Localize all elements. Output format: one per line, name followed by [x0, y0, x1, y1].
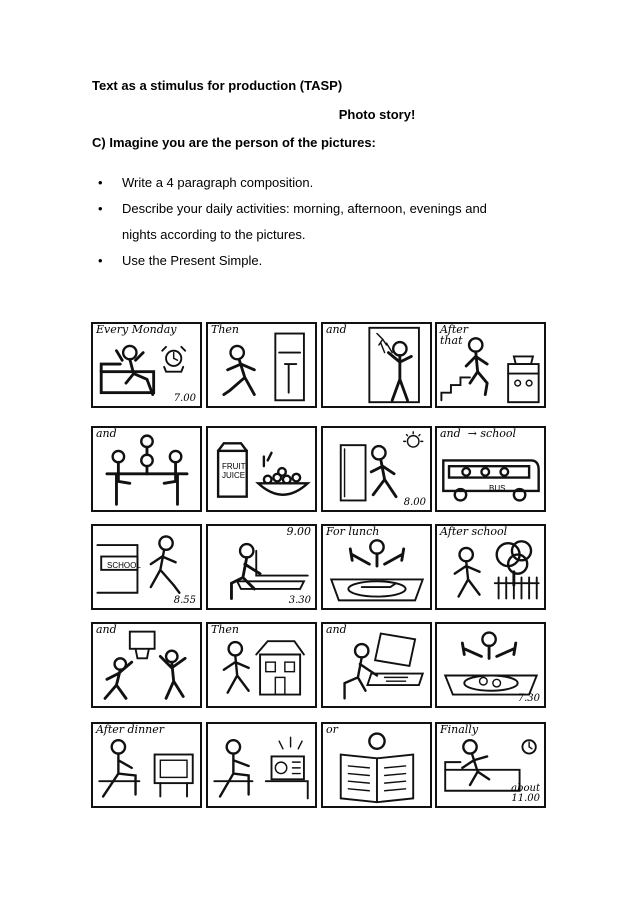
instruction-item: • Write a 4 paragraph composition.: [98, 175, 314, 190]
juice-label: FRUIT JUICE: [222, 462, 246, 480]
panel-13: [91, 622, 202, 708]
panel-9: [91, 524, 202, 610]
listening-radio-icon: [208, 724, 315, 806]
panel-caption: and: [326, 323, 347, 336]
panel-caption: Then: [211, 623, 240, 636]
instruction-text: Describe your daily activities: morning, afternoon, evenings and: [122, 201, 487, 216]
instruction-text: Write a 4 paragraph composition.: [122, 175, 314, 190]
panel-18: [206, 722, 317, 808]
panel-6: [206, 426, 317, 512]
family-breakfast-table-icon: [93, 428, 200, 510]
panel-2: [206, 322, 317, 408]
panel-caption: After dinner: [96, 723, 165, 736]
panel-12: [435, 524, 546, 610]
playing-basketball-icon: [93, 624, 200, 706]
panel-caption: 9.00: [286, 525, 311, 538]
panel-caption: Finally: [440, 723, 479, 736]
panel-caption: For lunch: [326, 525, 380, 538]
panel-17: [91, 722, 202, 808]
panel-caption: Then: [211, 323, 240, 336]
school-bus-icon: [437, 428, 544, 510]
panel-time: 7.30: [517, 693, 540, 704]
panel-caption: After school: [440, 525, 508, 538]
panel-16: [435, 622, 546, 708]
going-to-bathroom-icon: [208, 324, 315, 406]
panel-11: [321, 524, 432, 610]
panel-caption: and: [96, 623, 117, 636]
worksheet-subtitle: Photo story!: [338, 107, 416, 122]
homework-icon: [323, 624, 430, 706]
panel-1: [91, 322, 202, 408]
instruction-text: Use the Present Simple.: [122, 253, 263, 268]
panel-4: [435, 322, 546, 408]
panel-7: [321, 426, 432, 512]
picture-story-grid: [91, 322, 546, 812]
watching-tv-icon: [93, 724, 200, 806]
walking-park-tree-icon: [437, 526, 544, 608]
panel-14: [206, 622, 317, 708]
panel-19: [321, 722, 432, 808]
instruction-item: • Describe your daily activities: morning, afternoon, evenings and: [98, 201, 487, 216]
panel-8: [435, 426, 546, 512]
panel-caption: After that: [440, 323, 469, 347]
worksheet-title: Text as a stimulus for production (TASP): [92, 78, 343, 93]
bus-label: BUS: [489, 484, 506, 493]
panel-caption: and → school: [440, 427, 517, 440]
panel-caption: and: [326, 623, 347, 636]
school-sign-label: SCHOOL: [107, 561, 141, 570]
panel-time: 8.55: [173, 595, 196, 606]
instruction-list: [98, 170, 548, 274]
panel-10: [206, 524, 317, 610]
panel-15: [321, 622, 432, 708]
panel-caption: or: [326, 723, 338, 736]
shower-icon: [323, 324, 430, 406]
instruction-item-continued: [118, 222, 548, 248]
instruction-text: nights according to the pictures.: [122, 227, 306, 242]
walking-home-icon: [208, 624, 315, 706]
task-heading: C) Imagine you are the person of the pictures:: [92, 135, 376, 150]
panel-5: [91, 426, 202, 512]
instruction-item: • Use the Present Simple.: [98, 253, 263, 268]
panel-caption: and: [96, 427, 117, 440]
panel-time: 7.00: [173, 393, 196, 404]
lunch-plate-icon: [323, 526, 430, 608]
panel-20: [435, 722, 546, 808]
panel-3: [321, 322, 432, 408]
panel-time: about 11.00: [511, 783, 540, 804]
panel-caption: Every Monday: [96, 323, 177, 336]
panel-time: 3.30: [288, 595, 311, 606]
reading-newspaper-icon: [323, 724, 430, 806]
panel-time: 8.00: [403, 497, 426, 508]
